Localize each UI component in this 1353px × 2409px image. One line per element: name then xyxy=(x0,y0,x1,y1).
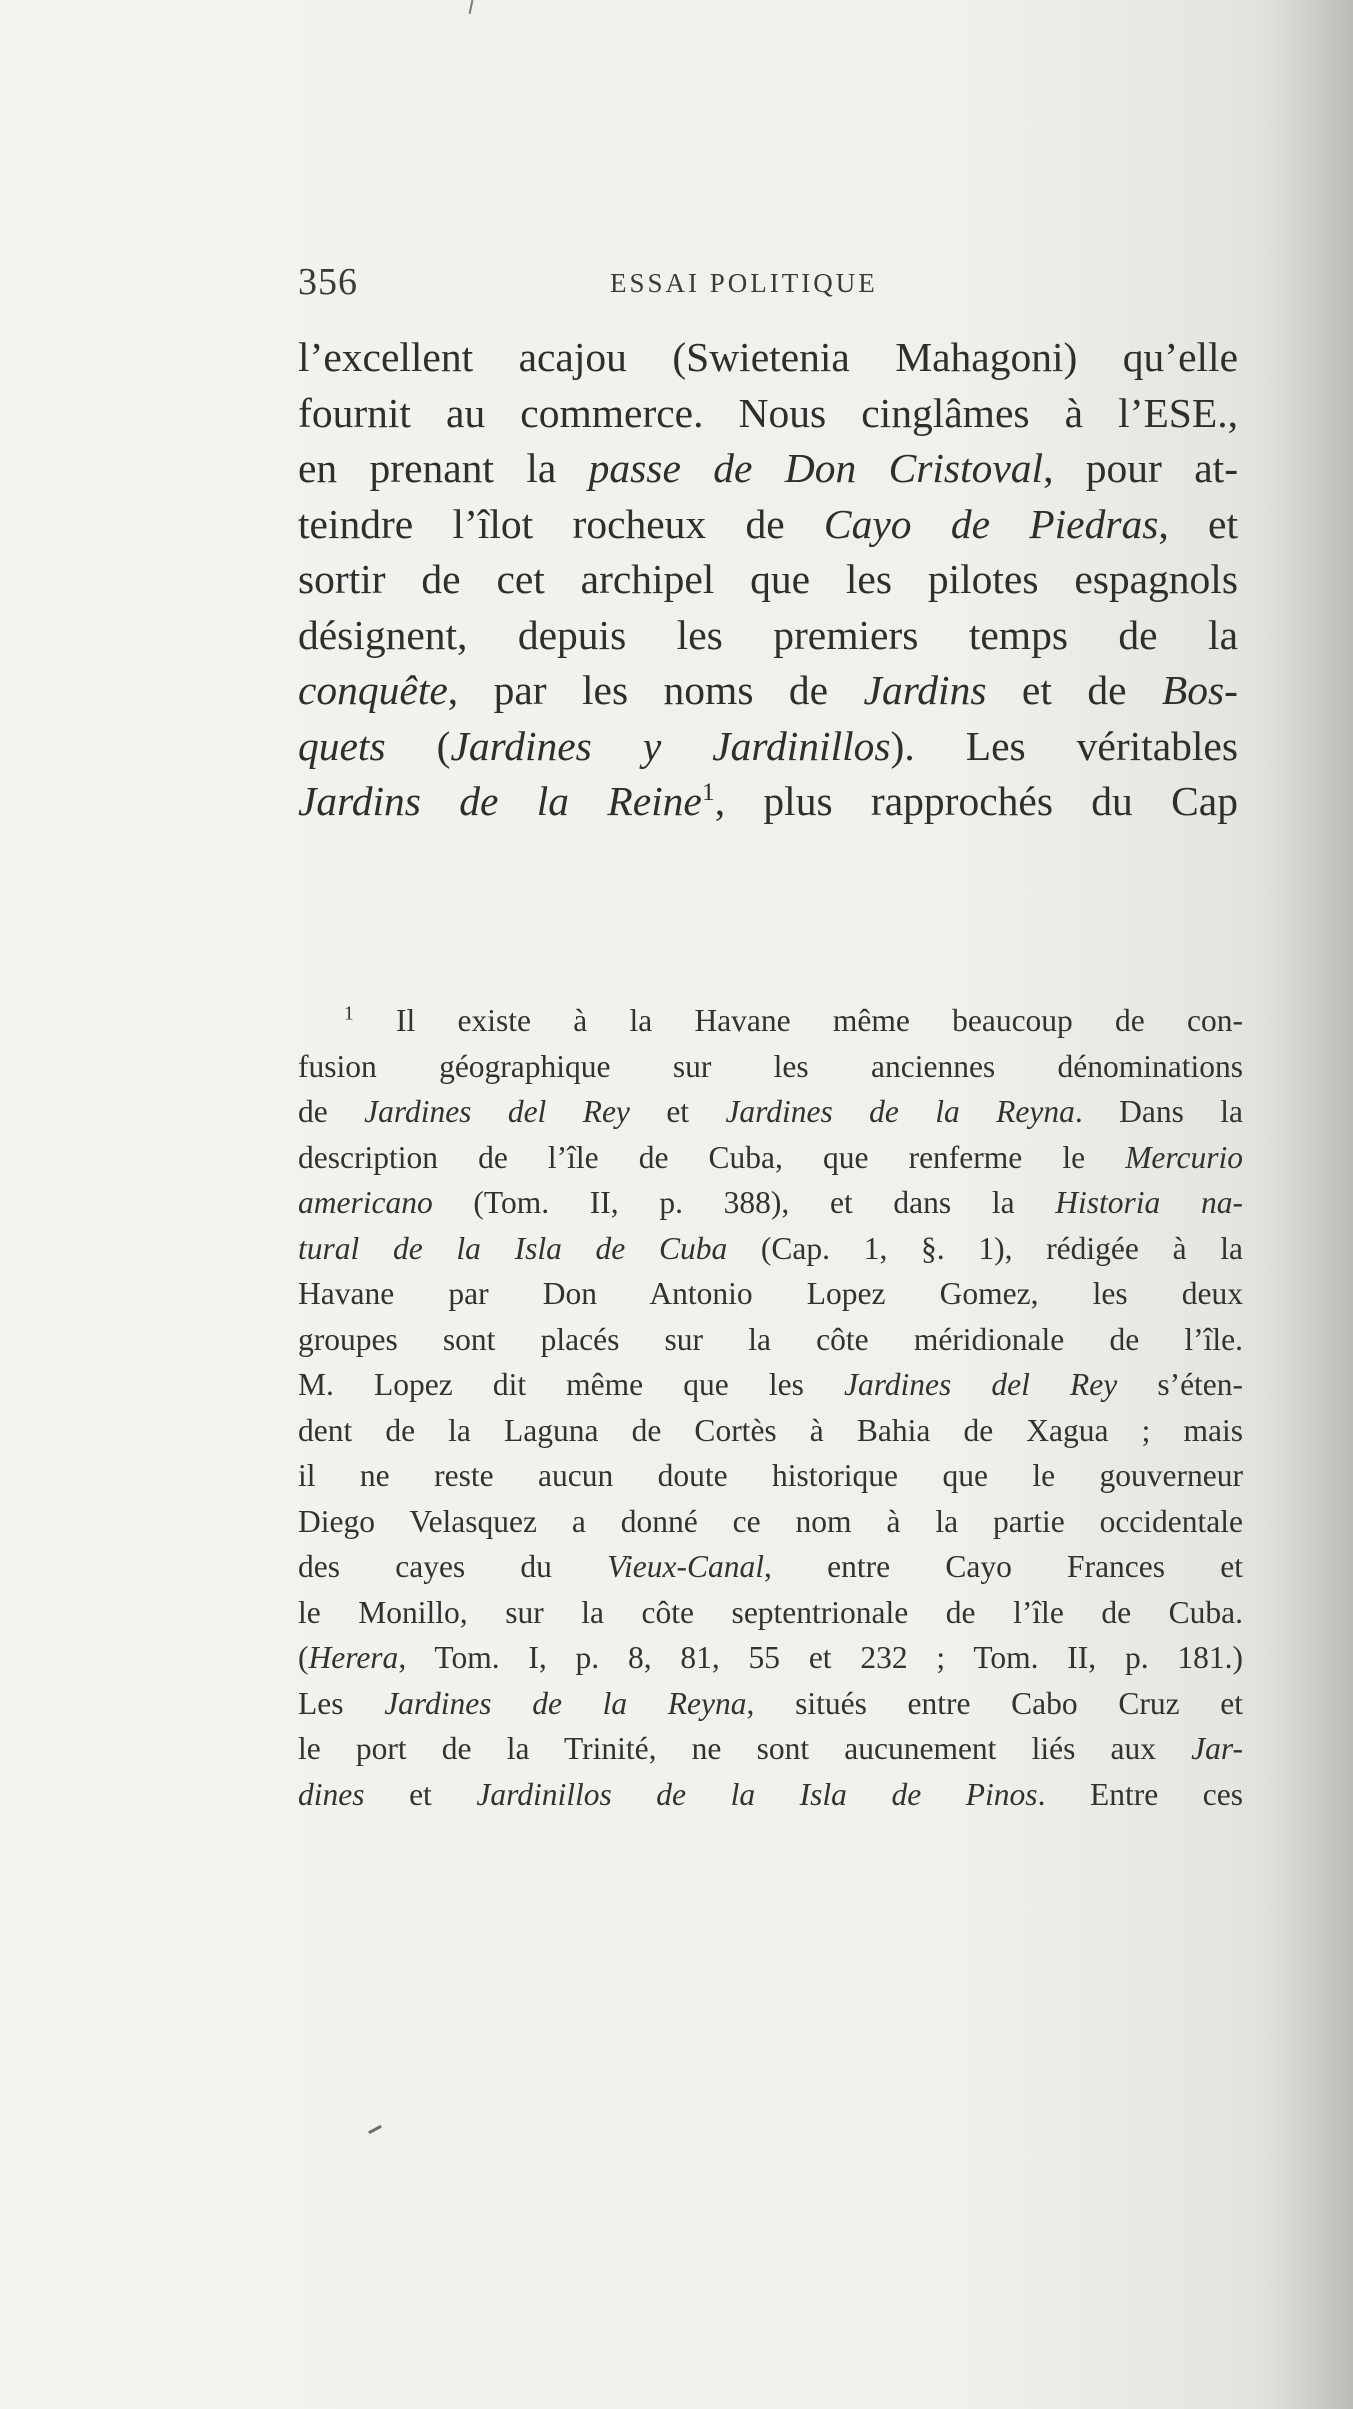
text-line xyxy=(298,386,1238,442)
italic-span: dines xyxy=(298,1776,365,1812)
text-span: . Dans la xyxy=(1074,1094,1244,1129)
top-edge-mark xyxy=(469,0,474,14)
text-span: et xyxy=(629,1094,726,1129)
footnote-marker: 1 xyxy=(344,1003,354,1025)
text-span: , Tom. I, p. 8, 81, 55 et 232 ; Tom. II, p. 181.) xyxy=(398,1640,1243,1675)
footnote-line xyxy=(298,998,1243,1044)
italic-span: Mercurio xyxy=(1125,1139,1243,1175)
text-line xyxy=(298,552,1238,608)
running-head: ESSAI POLITIQUE xyxy=(610,268,878,298)
text-line xyxy=(298,663,1238,719)
italic-span: Jardines de la Reyna xyxy=(384,1685,747,1721)
text-span: , situés entre Cabo Cruz et xyxy=(746,1685,1244,1721)
footnote-line xyxy=(298,1408,1243,1454)
text-span: , et xyxy=(1158,500,1239,547)
text-span: le Monillo, sur la côte septentrionale de l’île de Cuba. xyxy=(298,1594,1243,1630)
page-edge-shadow xyxy=(1263,0,1353,2409)
stray-ink-mark xyxy=(368,2125,382,2134)
footnote-line xyxy=(298,1453,1243,1499)
footnote-line xyxy=(298,1544,1243,1590)
text-line xyxy=(298,497,1238,553)
footnote-line xyxy=(298,1226,1243,1272)
italic-span: Bos- xyxy=(1161,667,1238,713)
italic-span: Jardines del Rey xyxy=(843,1367,1118,1402)
text-span: sortir de cet archipel que les pilotes espagnols xyxy=(298,556,1238,602)
text-line xyxy=(298,441,1238,497)
text-span: et de xyxy=(986,667,1162,713)
italic-span: Cayo de Piedras xyxy=(823,500,1159,547)
italic-span: Jardins de la Reine xyxy=(298,778,702,824)
italic-span: Vieux-Canal xyxy=(607,1549,765,1584)
text-span: fournit au commerce. Nous cinglâmes à l’ESE., xyxy=(298,389,1238,436)
italic-span: americano xyxy=(298,1185,433,1220)
italic-span: quets xyxy=(298,722,386,769)
footnote-line xyxy=(298,1271,1243,1317)
footnote-line xyxy=(298,1362,1243,1408)
footnote-line xyxy=(298,1772,1243,1818)
text-span: de xyxy=(298,1094,365,1129)
text-span: en prenant la xyxy=(298,445,589,491)
italic-span: conquête xyxy=(298,667,448,713)
footnote-line xyxy=(298,1590,1243,1636)
text-span: ( xyxy=(385,722,451,769)
text-span: Les xyxy=(298,1685,385,1721)
text-span: des cayes du xyxy=(298,1549,608,1584)
text-span: , entre Cayo Frances et xyxy=(764,1549,1243,1584)
italic-span: Jardins xyxy=(863,667,987,713)
text-span: , par les noms de xyxy=(447,667,864,713)
text-span: s’éten- xyxy=(1117,1367,1244,1402)
text-span: fusion géographique sur les anciennes dénominations xyxy=(298,1048,1243,1084)
italic-span: Jardines de la Reyna xyxy=(725,1094,1075,1129)
text-line xyxy=(298,330,1238,386)
footnote-line xyxy=(298,1681,1243,1727)
text-span: désignent, depuis les premiers temps de la xyxy=(298,611,1238,658)
text-span: (Cap. 1, §. 1), rédigée à la xyxy=(727,1230,1243,1266)
text-span: , pour at- xyxy=(1043,445,1239,491)
text-line xyxy=(298,774,1238,830)
italic-span: Herera xyxy=(308,1640,399,1675)
text-span: ( xyxy=(298,1640,309,1675)
text-span: . Entre ces xyxy=(1037,1776,1244,1812)
text-line xyxy=(298,719,1238,775)
page-header xyxy=(298,260,1198,310)
italic-span: passe de Don Cristoval xyxy=(588,445,1044,491)
text-span: description de l’île de Cuba, que renferme le xyxy=(298,1139,1126,1175)
text-span: l’excellent acajou (Swietenia Mahagoni) qu’elle xyxy=(298,334,1238,380)
text-span: dent de la Laguna de Cortès à Bahia de Xagua ; mais xyxy=(298,1412,1243,1448)
italic-span: Jardines y Jardinillos xyxy=(450,722,891,769)
text-span: , plus rapprochés du Cap xyxy=(714,778,1238,824)
text-line xyxy=(298,608,1238,664)
text-span: il ne reste aucun doute historique que le gouverneur xyxy=(298,1458,1243,1493)
text-span: teindre l’îlot rocheux de xyxy=(298,500,824,547)
text-span: M. Lopez dit même que les xyxy=(298,1367,844,1402)
footnote-line xyxy=(298,1499,1243,1545)
footnote-line xyxy=(298,1635,1243,1681)
text-span: Havane par Don Antonio Lopez Gomez, les deux xyxy=(298,1276,1243,1311)
text-span: (Tom. II, p. 388), et dans la xyxy=(432,1185,1056,1220)
italic-span: Historia na- xyxy=(1055,1185,1243,1220)
text-span: et xyxy=(364,1776,477,1812)
footnote-line xyxy=(298,1135,1243,1181)
text-span: Diego Velasquez a donné ce nom à la partie occidentale xyxy=(298,1503,1243,1539)
footnote-line xyxy=(298,1089,1243,1135)
footnote-line xyxy=(298,1317,1243,1363)
footnote-line xyxy=(298,1726,1243,1772)
footnote-line xyxy=(298,1044,1243,1090)
italic-span: Jardines del Rey xyxy=(364,1094,630,1129)
italic-span: Jardinillos de la Isla de Pinos xyxy=(476,1776,1038,1812)
footnote-line xyxy=(298,1180,1243,1226)
footnote xyxy=(298,998,1243,1817)
italic-span: Jar- xyxy=(1191,1731,1243,1766)
footnote-reference: 1 xyxy=(701,777,715,807)
main-text xyxy=(298,330,1238,830)
italic-span: tural de la Isla de Cuba xyxy=(298,1230,728,1266)
text-span: groupes sont placés sur la côte méridionale de l’île. xyxy=(298,1321,1243,1357)
text-span: Il existe à la Havane même beaucoup de con- xyxy=(396,1003,1243,1038)
text-span: le port de la Trinité, ne sont aucunement liés aux xyxy=(298,1731,1192,1766)
text-span: ). Les véritables xyxy=(890,722,1238,769)
page-number: 356 xyxy=(298,261,358,303)
